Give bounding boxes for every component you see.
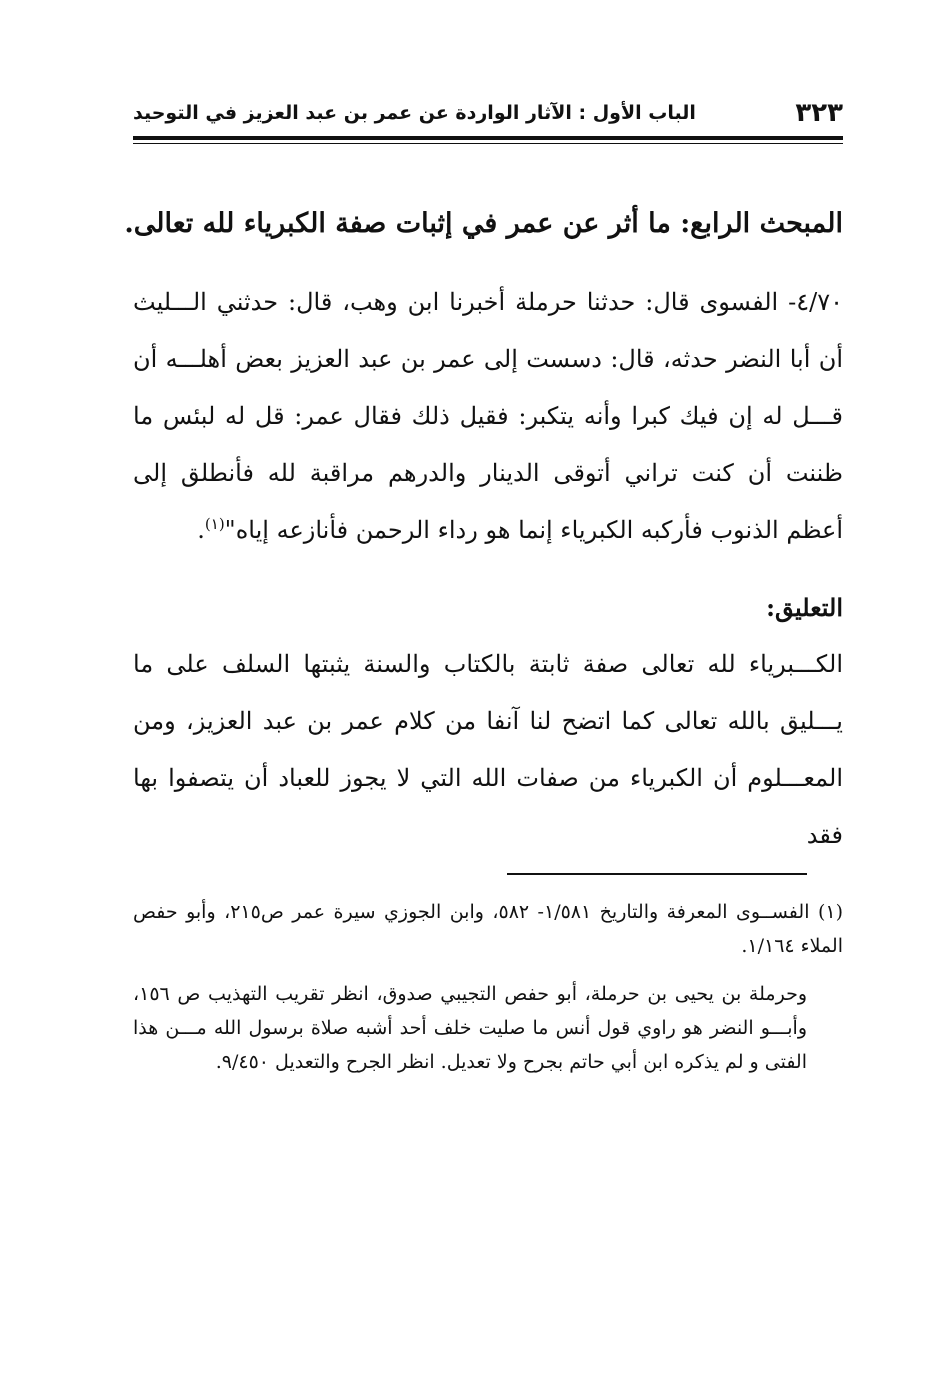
- header-rule-thin: [133, 143, 843, 144]
- running-title: الباب الأول : الآثار الواردة عن عمر بن عبد العزيز في التوحيد: [133, 102, 696, 124]
- narration-end: .: [197, 516, 205, 544]
- page-number: ٣٢٣: [795, 98, 843, 128]
- narration-text: ٤/٧٠- الفسوى قال: حدثنا حرملة أخبرنا ابن وهب، قال: حدثني الـــليث أن أبا النضر حدثه، قال: دسست إلى عمر بن عبد العزيز بعض أهلـــه أن قـــل له إن فيك كبرا وأنه يتكبر: فقيل ذلك فقال عمر: قل له لبئس ما ظننت أن كنت تراني أتوقى الدينار والدرهم مراقبة لله فأنطلق إلى أعظم الذنوب فأركبه الكبرياء إنما هو رداء الرحمن فأنازعه إياه": [133, 288, 843, 544]
- footnote-gap: [133, 963, 843, 977]
- page-header: [133, 96, 843, 130]
- header-rule-thick: [133, 136, 843, 140]
- commentary-paragraph: الكـــبرياء لله تعالى صفة ثابتة بالكتاب والسنة يثبتها السلف على ما يـــليق بالله تعالى كما اتضح لنا آنفا من كلام عمر بن عبد العزيز، ومن المعـــلوم أن الكبرياء من صفات الله التي لا يجوز للعباد أن يتصفوا بها فقد: [133, 650, 843, 849]
- footnote-1-continuation: وحرملة بن يحيى بن حرملة، أبو حفص التجيبي صدوق، انظر تقريب التهذيب ص ١٥٦، وأبـــو النضر هو راوي قول أنس ما صليت خلف أحد أشبه صلاة برسول الله مـــن هذا الفتى و لم يذكره ابن أبي حاتم بجرح ولا تعديل. انظر الجرح والتعديل ٩/٤٥٠.: [133, 983, 807, 1073]
- section-heading: المبحث الرابع: ما أثر عن عمر في إثبات صفة الكبرياء لله تعالى.: [124, 208, 843, 239]
- footnote-1-number: (١): [817, 901, 843, 923]
- footnote-separator: [507, 873, 807, 875]
- commentary-heading: التعليق:: [766, 593, 843, 622]
- footnote-1: [133, 895, 843, 963]
- footnote-1-text: الفســوى المعرفة والتاريخ ١/٥٨١- ٥٨٢، وابن الجوزي سيرة عمر ص٢١٥، وأبو حفص الملاء ١/١٦٤.: [133, 901, 843, 957]
- narration-paragraph: [133, 274, 843, 559]
- footnotes: [133, 895, 843, 1079]
- footnote-reference[interactable]: (١): [204, 515, 225, 533]
